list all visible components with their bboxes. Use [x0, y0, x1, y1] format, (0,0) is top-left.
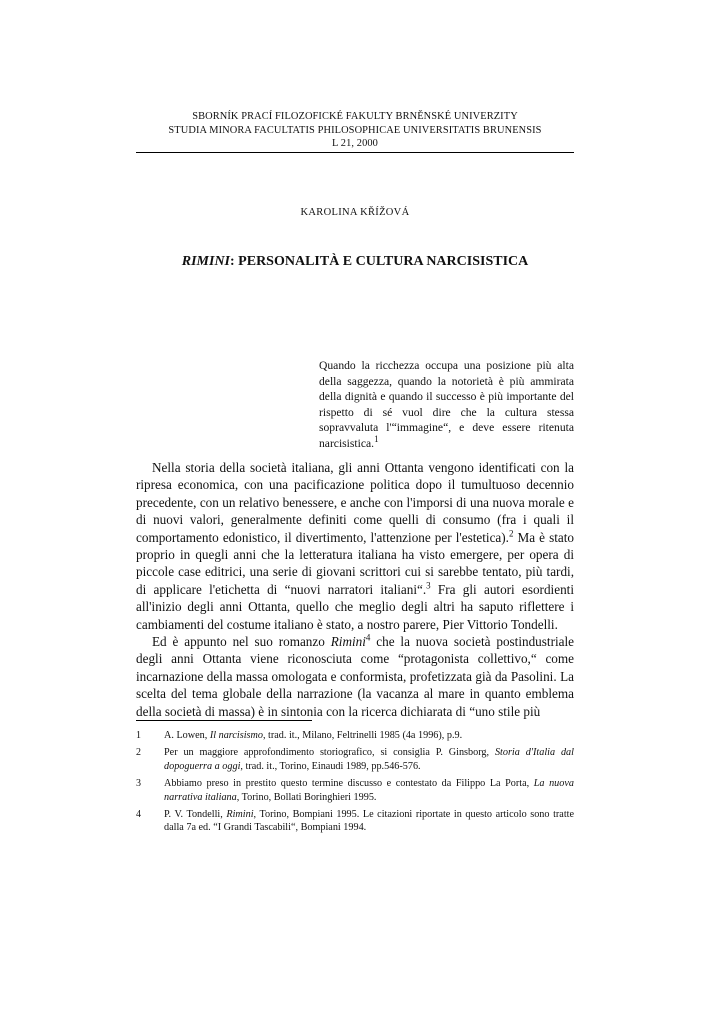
journal-title-czech: SBORNÍK PRACÍ FILOZOFICKÉ FAKULTY BRNĚNSKÉ UNIVERZITY — [192, 111, 518, 122]
footnote-number: 1 — [136, 730, 141, 741]
article-body — [136, 459, 574, 720]
footnote-number: 4 — [136, 809, 141, 821]
footnote-text-part: , trad. it., Torino, Einaudi 1989, pp.546-576. — [240, 760, 421, 772]
footnote-number: 3 — [136, 778, 141, 790]
paragraph-2 — [136, 633, 574, 720]
paragraph-1-part-b: Ma è stato proprio in quegli anni che la letteratura italiana ha visto emergere, per opera di piccole case editrici, una serie di giovani scrittori cui si sarebbe tentato, più tardi, di applicare l'etichetta di “nuovi narratori italiani“. — [136, 529, 575, 597]
footnote-ref-1[interactable]: 1 — [374, 434, 379, 445]
footnote-item — [136, 746, 574, 773]
paragraph-2-italic: Rimini — [330, 634, 366, 650]
paragraph-2-part-a: Ed è appunto nel suo romanzo — [152, 634, 331, 650]
epigraph-text: Quando la ricchezza occupa una posizione più alta della saggezza, quando la notorietà è più ammirata della dignità e quando il successo è più importante del rispetto di sé vuol dire che la cultura stessa sopravvaluta l'“immagine“, e deve essere ritenuta narcisistica. — [319, 359, 574, 450]
footnote-item — [136, 777, 574, 804]
footnote-text — [164, 729, 574, 742]
footnote-work-title: Il narcisismo — [209, 730, 263, 741]
epigraph — [319, 358, 574, 452]
paragraph-2-part-b: che la nuova società postindustriale degli anni Ottanta viene riconosciuta come “protagonista collettivo,“ come incarnazione della massa omologata e conformista, profetizzata già da Pasolini. La scelta del tema globale della narrazione (la vacanza al mare in quanto emblema della società di massa) è in sintonia con la ricerca dichiarata di “uno stile più — [136, 634, 574, 719]
footnote-ref-2[interactable]: 2 — [508, 528, 514, 539]
footnote-work-title: Rimini — [226, 809, 254, 821]
article-title — [136, 254, 574, 270]
title-italic-part: RIMINI — [181, 254, 231, 269]
author-name: KAROLINA KŘÍŽOVÁ — [300, 207, 410, 218]
journal-header — [136, 110, 574, 151]
journal-volume: L 21, 2000 — [332, 138, 378, 149]
journal-title-latin: STUDIA MINORA FACULTATIS PHILOSOPHICAE UNIVERSITATIS BRUNENSIS — [168, 124, 542, 136]
footnote-text — [164, 808, 574, 835]
footnote-text-part: P. V. Tondelli, — [164, 809, 227, 821]
footnote-text-part: Per un maggiore approfondimento storiografico, si consiglia P. Ginsborg, — [164, 747, 495, 759]
header-rule — [136, 152, 574, 153]
paragraph-1 — [136, 459, 574, 633]
footnote-text-part: A. Lowen, — [164, 730, 210, 741]
footnote-rule — [136, 720, 312, 721]
footnote-text — [164, 746, 574, 773]
paragraph-1-part-c: Fra gli autori esordienti all'inizio degli anni Ottanta, quello che meglio degli altri ha saputo riflettere i cambiamenti del costume italiano è stato, a nostro parere, Pier Vittorio Tondelli. — [136, 581, 574, 632]
footnote-text-part: , Torino, Bompiani 1995. Le citazioni riportate in questo articolo sono tratte dalla 7a ed. “I Grandi Tascabili“, Bompiani 1994. — [164, 809, 574, 834]
paragraph-1-part-a: Nella storia della società italiana, gli anni Ottanta vengono identificati con la ripresa economica, con una pacificazione politica dopo il tumultuoso decennio precedente, con un relativo benessere, e anche con l'imporsi di una nuova morale e di nuovi valori, generalmente definiti come quelli di consumo (fra i quali il comportamento edonistico, il divertimento, l'attenzione per l'estetica). — [136, 460, 574, 545]
footnote-text — [164, 777, 574, 804]
footnote-number: 2 — [136, 747, 141, 759]
footnote-text-part: , Torino, Bollati Boringhieri 1995. — [236, 791, 377, 803]
title-rest: : PERSONALITÀ E CULTURA NARCISISTICA — [230, 254, 529, 269]
footnote-item — [136, 808, 574, 835]
footnote-ref-3[interactable]: 3 — [426, 580, 431, 591]
footnote-text-part: , trad. it., Milano, Feltrinelli 1985 (4a 1996), p.9. — [262, 730, 463, 741]
footnotes — [136, 729, 574, 839]
footnote-ref-4[interactable]: 4 — [365, 632, 371, 643]
footnote-text-part: Abbiamo preso in prestito questo termine discusso e contestato da Filippo La Porta, — [164, 778, 534, 790]
footnote-work-title: La nuova narrativa italiana — [164, 778, 574, 803]
footnote-item — [136, 729, 574, 742]
footnote-work-title: Storia d'Italia dal dopoguerra a oggi — [164, 747, 574, 772]
